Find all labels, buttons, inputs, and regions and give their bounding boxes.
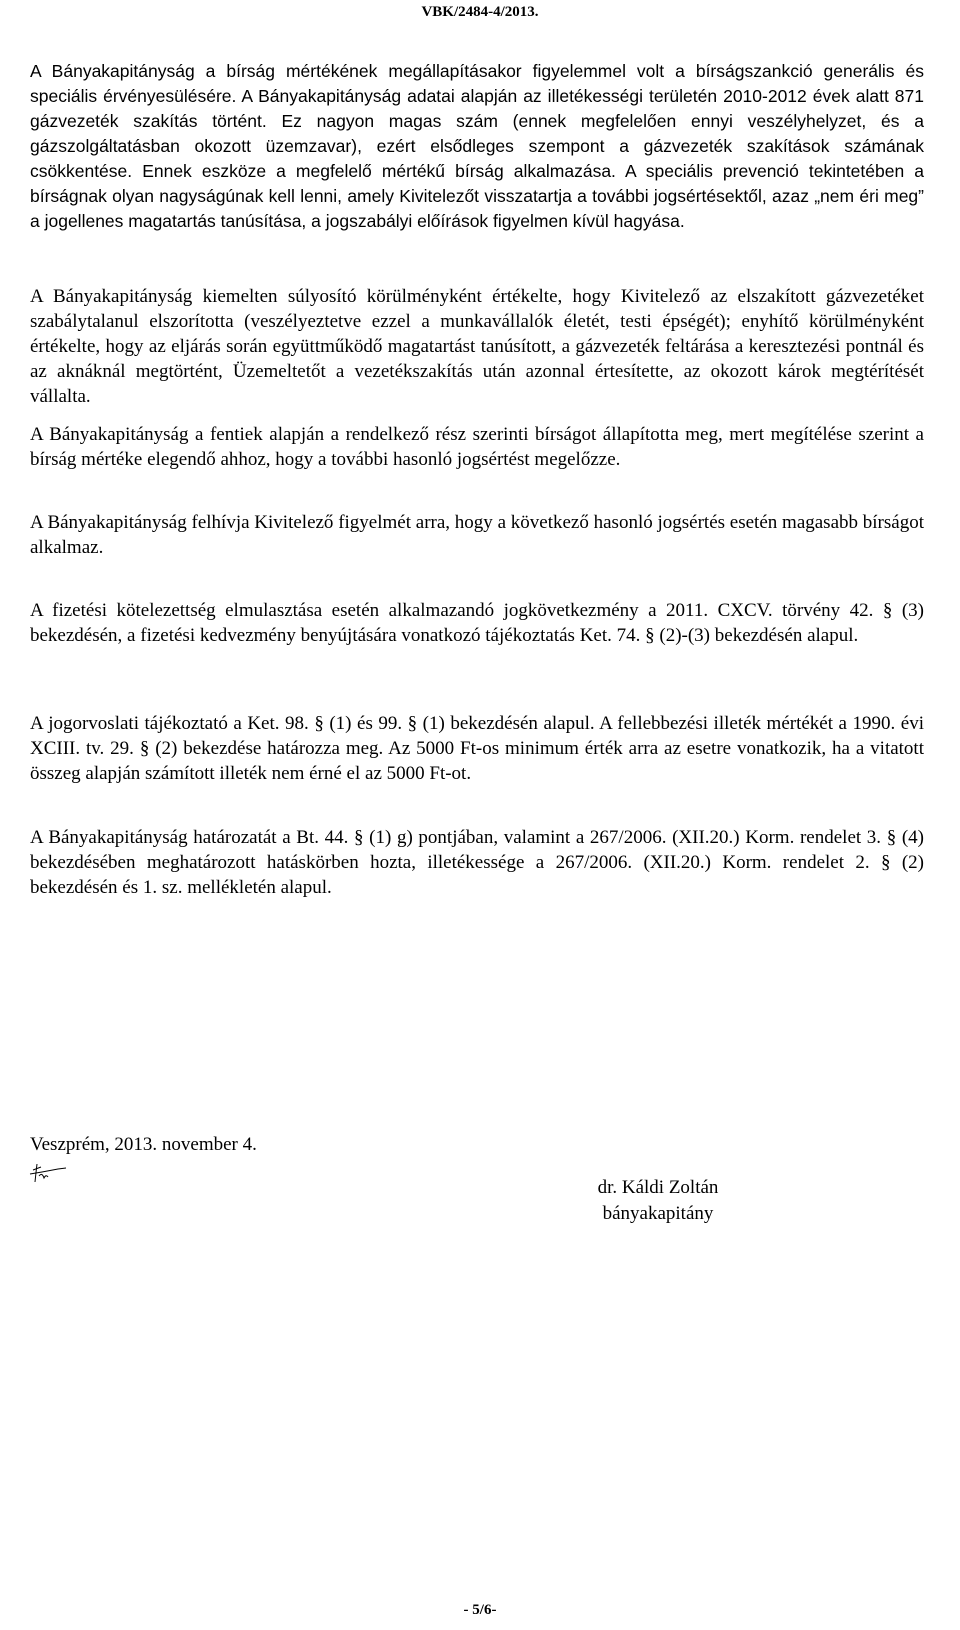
paragraph-legal-remedy (30, 711, 924, 786)
paragraph-text: A fizetési kötelezettség elmulasztása esetén alkalmazandó jogkövetkezmény a 2011. CXCV. törvény 42. § (3) bekezdésén, a fizetési kedvezmény benyújtására vonatkozó tájékoztatás Ket. 74. § (2)-(3) bekezdésén alapul. (30, 600, 924, 646)
paragraph-text: A Bányakapitányság kiemelten súlyosító körülményként értékelte, hogy Kivitelező az elszakított gázvezetéket szabálytalanul elszorította (veszélyeztetve ezzel a munkavállalók életét, testi épségét); enyhítő körülményként értékelte, hogy az eljárás során együttműködő magatartást tanúsított, a gázvezeték feltárása a keresztezési pontnál és az aknáknál megtörtént, Üzemeltetőt a vezetékszakítás után azonnal értesítette, az okozott károk megtérítését vállalta. (30, 286, 924, 407)
paragraph-circumstances (30, 284, 924, 409)
paragraph-text: A Bányakapitányság a fentiek alapján a rendelkező rész szerinti bírságot állapította meg, mert megítélése szerint a bírság mértéke elegendő ahhoz, hogy a további hasonló jogsértést megelőzze. (30, 424, 924, 470)
paragraph-payment-consequence (30, 598, 924, 648)
paragraph-text: A Bányakapitányság határozatát a Bt. 44. § (1) g) pontjában, valamint a 267/2006. (XII.20.) Korm. rendelet 3. § (4) bekezdésében meghatározott hatáskörben hozta, illetékessége a 267/2006. (XII.20.) Korm. rendelet 2. § (2) bekezdésén és 1. sz. mellékletén alapul. (30, 827, 924, 898)
paragraph-fine-determination (30, 422, 924, 472)
signer-title: bányakapitány (602, 1203, 714, 1224)
signer-block (578, 1175, 738, 1227)
paragraph-fine-rationale (30, 59, 924, 234)
paragraph-text: A Bányakapitányság felhívja Kivitelező figyelmét arra, hogy a következő hasonló jogsértés esetén magasabb bírságot alkalmaz. (30, 512, 924, 558)
paragraph-authority (30, 825, 924, 900)
paragraph-text: A jogorvoslati tájékoztató a Ket. 98. § (1) és 99. § (1) bekezdésén alapul. A fellebbezési illeték mértékét a 1990. évi XCIII. tv. 29. § (2) bekezdése határozza meg. Az 5000 Ft-os minimum érték arra az esetre vonatkozik, ha a vitatott összeg alapján számított illeték nem érné el az 5000 Ft-ot. (30, 713, 924, 784)
signer-name: dr. Káldi Zoltán (597, 1177, 719, 1198)
handwritten-signature (28, 1160, 68, 1189)
place-and-date: Veszprém, 2013. november 4. (30, 1134, 257, 1155)
paragraph-warning (30, 510, 924, 560)
page-number: - 5/6- (463, 1602, 497, 1618)
document-reference: VBK/2484-4/2013. (421, 4, 539, 20)
paragraph-text: A Bányakapitányság a bírság mértékének megállapításakor figyelemmel volt a bírságszankció generális és speciális érvényesülésére. A Bányakapitányság adatai alapján az illetékességi területén 2010-2012 évek alatt 871 gázvezeték szakítás történt. Ez nagyon magas szám (ennek megfelelően ennyi veszélyhelyzet, és a gázszolgáltatásban okozott üzemzavar), ezért elsődleges szempont a gázvezeték szakítások számának csökkentése. Ennek eszköze a megfelelő mértékű bírság alkalmazása. A speciális prevenció tekintetében a bírságnak olyan nagyságúnak kell lenni, amely Kivitelezőt visszatartja a további jogsértésektől, azaz „nem éri meg” a jogellenes magatartás tanúsítása, a jogszabályi előírások figyelmen kívül hagyása. (30, 61, 924, 231)
